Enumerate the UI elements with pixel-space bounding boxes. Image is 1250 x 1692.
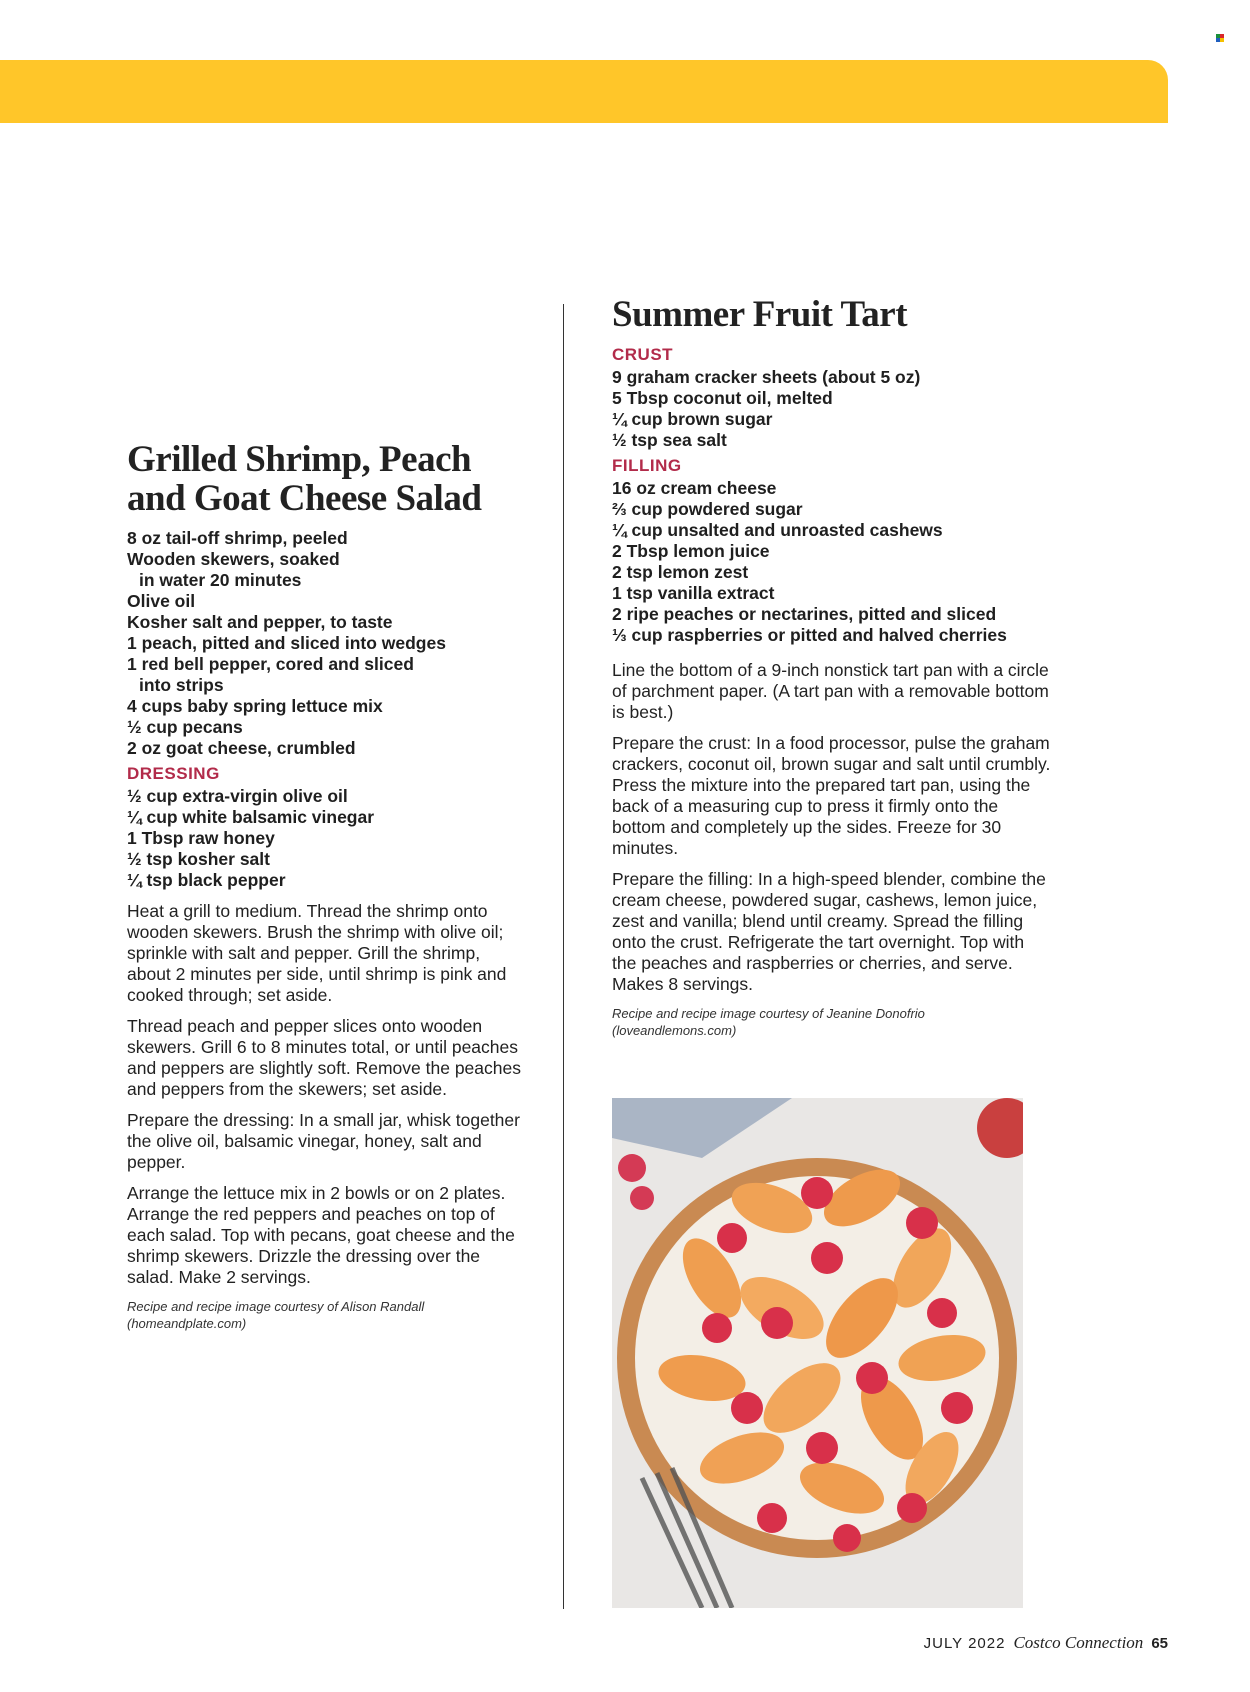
- ingredient: Wooden skewers, soaked in water 20 minutes: [127, 549, 340, 590]
- ingredient: ¼ cup white balsamic vinegar: [127, 807, 375, 827]
- ingredient: ½ cup pecans: [127, 717, 243, 737]
- ingredient: 1 peach, pitted and sliced into wedges: [127, 633, 446, 653]
- dressing-list: [127, 786, 527, 891]
- ingredient-list: [127, 528, 527, 759]
- filling-list: [612, 478, 1052, 646]
- ingredient: ½ tsp kosher salt: [127, 849, 270, 869]
- ingredient: 2 tsp lemon zest: [612, 562, 749, 582]
- fruit-tart-photo: [612, 1098, 1023, 1608]
- ingredient: ¼ cup unsalted and unroasted cashews: [612, 520, 943, 540]
- ingredient: Kosher salt and pepper, to taste: [127, 612, 393, 632]
- instruction-step: Prepare the dressing: In a small jar, whisk together the olive oil, balsamic vinegar, honey, salt and pepper.: [127, 1110, 520, 1172]
- section-label-crust: CRUST: [612, 345, 674, 364]
- crust-list: [612, 367, 1052, 451]
- ingredient: 8 oz tail-off shrimp, peeled: [127, 528, 348, 548]
- header-color-band: [0, 60, 1168, 123]
- instruction-step: Prepare the crust: In a food processor, pulse the graham crackers, coconut oil, brown sugar and salt until crumbly. Press the mixture into the prepared tart pan, using the back of a measuring cup to press it firmly onto the bottom and completely up the sides. Freeze for 30 minutes.: [612, 733, 1051, 858]
- page-footer: [924, 1633, 1168, 1653]
- ingredient: 5 Tbsp coconut oil, melted: [612, 388, 833, 408]
- ingredient: 1 red bell pepper, cored and sliced into strips: [127, 654, 414, 695]
- ingredient: 16 oz cream cheese: [612, 478, 777, 498]
- ingredient: 1 tsp vanilla extract: [612, 583, 775, 603]
- magazine-name: Costco Connection: [1013, 1633, 1144, 1652]
- ingredient: ¼ cup brown sugar: [612, 409, 773, 429]
- ingredient: 2 ripe peaches or nectarines, pitted and sliced: [612, 604, 997, 624]
- issue-date: JULY 2022: [923, 1635, 1006, 1652]
- recipe-credit: Recipe and recipe image courtesy of Alison Randall (homeandplate.com): [127, 1299, 425, 1331]
- ingredient: 1 Tbsp raw honey: [127, 828, 275, 848]
- instruction-step: Heat a grill to medium. Thread the shrimp onto wooden skewers. Brush the shrimp with olive oil; sprinkle with salt and pepper. Grill the shrimp, about 2 minutes per side, until shrimp is pink and cooked through; set aside.: [127, 901, 507, 1005]
- instruction-step: Thread peach and pepper slices onto wooden skewers. Grill 6 to 8 minutes total, or until peaches and peppers are slightly soft. Remove the peaches and peppers from the skewers; set aside.: [127, 1016, 521, 1099]
- ingredient: ¼ tsp black pepper: [127, 870, 286, 890]
- section-label-dressing: DRESSING: [127, 764, 220, 783]
- color-mark: [1216, 34, 1224, 42]
- shrimp-salad-recipe: [127, 440, 527, 1332]
- ingredient: ⅓ cup raspberries or pitted and halved cherries: [612, 625, 1007, 645]
- fruit-tart-illustration: [612, 1098, 1023, 1608]
- ingredient: ½ tsp sea salt: [612, 430, 727, 450]
- column-divider: [563, 304, 564, 1609]
- ingredient: ½ cup extra-virgin olive oil: [127, 786, 348, 806]
- recipe-credit: Recipe and recipe image courtesy of Jeanine Donofrio (loveandlemons.com): [612, 1006, 925, 1038]
- recipe-title: Grilled Shrimp, Peach and Goat Cheese Salad: [127, 439, 482, 519]
- instruction-step: Prepare the filling: In a high-speed blender, combine the cream cheese, powdered sugar, cashews, lemon juice, zest and vanilla; blend until creamy. Spread the filling onto the crust. Refrigerate the tart overnight. Top with the peaches and raspberries or cherries, and serve. Makes 8 servings.: [612, 869, 1046, 994]
- section-label-filling: FILLING: [612, 456, 682, 475]
- page-number: 65: [1151, 1635, 1168, 1652]
- ingredient: ⅔ cup powdered sugar: [612, 499, 803, 519]
- instruction-step: Arrange the lettuce mix in 2 bowls or on 2 plates. Arrange the red peppers and peaches on top of each salad. Top with pecans, goat cheese and the shrimp skewers. Drizzle the dressing over the salad. Make 2 servings.: [127, 1183, 515, 1287]
- ingredient: 4 cups baby spring lettuce mix: [127, 696, 383, 716]
- ingredient: 9 graham cracker sheets (about 5 oz): [612, 367, 921, 387]
- ingredient: Olive oil: [127, 591, 196, 611]
- ingredient: 2 Tbsp lemon juice: [612, 541, 770, 561]
- ingredient: 2 oz goat cheese, crumbled: [127, 738, 356, 758]
- instruction-step: Line the bottom of a 9-inch nonstick tart pan with a circle of parchment paper. (A tart pan with a removable bottom is best.): [612, 660, 1049, 722]
- recipe-title: Summer Fruit Tart: [612, 294, 908, 335]
- fruit-tart-recipe: [612, 295, 1052, 1039]
